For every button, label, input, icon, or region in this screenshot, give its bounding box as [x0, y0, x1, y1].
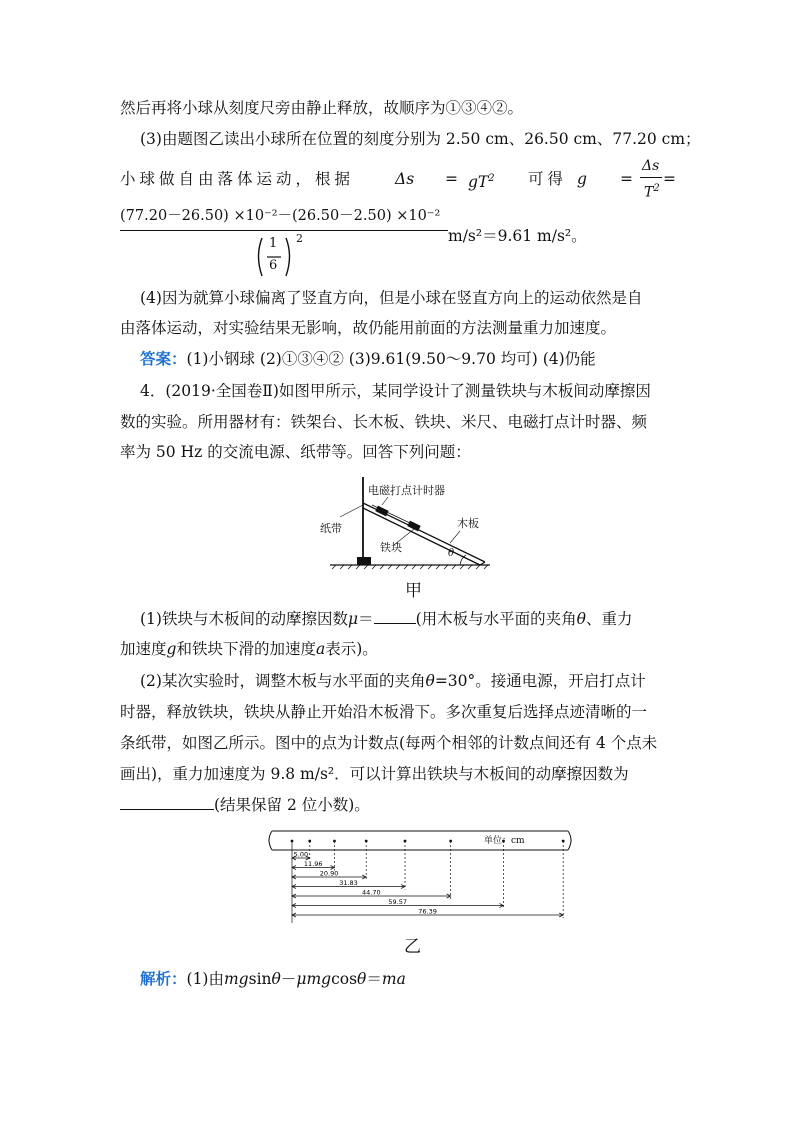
paper-tape	[372, 505, 410, 523]
text: 由落体运动，对实验结果无影响，故仍能用前面的方法测量重力加速度。	[120, 319, 617, 337]
g: g	[577, 170, 587, 188]
measurement-label: 59.57	[388, 898, 408, 906]
text: sin	[248, 970, 272, 988]
text: (用木板与水平面的夹角	[415, 610, 577, 628]
solution-label: 解析：	[140, 969, 187, 988]
paren-drawing	[254, 234, 314, 280]
figure-jia	[310, 475, 510, 570]
text-line	[120, 763, 629, 785]
text: (结果保留 2 位小数)。	[214, 796, 370, 814]
text-line	[120, 701, 647, 723]
text: 表示)。	[325, 640, 378, 658]
answer-line	[140, 348, 596, 370]
big-frac-num: (77.20－26.50) ×10⁻²－(26.50－2.50) ×10⁻²	[120, 208, 441, 224]
solution-line	[140, 968, 406, 990]
text-line	[140, 380, 651, 402]
text: θ	[576, 610, 586, 628]
text: 时器，释放铁块，铁块从静止开始沿木板滑下。多次重复后选择点迹清晰的一	[120, 703, 648, 721]
label-tape: 纸带	[320, 522, 342, 535]
text: ma	[381, 970, 406, 988]
text: 4．(2019·全国卷Ⅱ)如图甲所示，某同学设计了测量铁块与木板间动摩擦因	[140, 382, 651, 400]
figure-yi	[262, 828, 582, 923]
text-line	[120, 317, 616, 339]
text-line	[120, 97, 523, 119]
delta-s: Δs	[395, 170, 415, 188]
text: (3)由题图乙读出小球所在位置的刻度分别为 2.50 cm、26.50 cm、77.20 cm；	[140, 130, 701, 148]
text-line	[120, 441, 471, 463]
fraction-bar	[120, 230, 448, 231]
text: (2)某次实验时，调整木板与水平面的夹角	[140, 672, 426, 690]
text: 可得	[528, 170, 568, 188]
exp: 2	[653, 183, 660, 194]
text: cos	[331, 970, 358, 988]
label-angle: θ	[448, 548, 455, 559]
text: (1)由	[186, 970, 224, 988]
answer-text: (1)小钢球 (2)①③④② (3)9.61(9.50～9.70 均可) (4)仍能	[186, 350, 596, 368]
big-frac-den	[254, 234, 314, 280]
result: m/s²＝9.61 m/s²。	[448, 227, 587, 245]
text: (1)铁块与木板间的动摩擦因数	[140, 610, 348, 628]
left-paren	[259, 238, 263, 276]
equals: =	[620, 170, 633, 188]
leader-line	[450, 531, 460, 543]
measurement-label: 20.90	[319, 869, 339, 878]
text-line	[140, 128, 701, 150]
equals: =	[663, 170, 676, 188]
caption-yi: 乙	[404, 937, 421, 957]
exp: 2	[488, 173, 495, 184]
text: 数的实验。所用器材有：铁架台、长木板、铁块、米尺、电磁打点计时器、频	[120, 413, 648, 431]
text: 条纸带，如图乙所示。图中的点为计数点(每两个相邻的计数点间还有 4 个点未	[120, 734, 658, 752]
text: μ	[347, 610, 359, 628]
stand-base	[357, 557, 371, 565]
answer-blank[interactable]	[120, 809, 214, 810]
answer-label: 答案：	[140, 349, 187, 368]
text: 画出)，重力加速度为 9.8 m/s²．可以计算出铁块与木板间的动摩擦因数为	[120, 765, 629, 783]
text-line	[140, 287, 642, 309]
frac-num: Δs	[642, 158, 660, 174]
leader-line	[382, 497, 388, 505]
tape-right-edge	[568, 831, 571, 850]
text-line	[120, 794, 370, 816]
text: g	[166, 640, 177, 658]
text-line	[120, 638, 378, 660]
text-line	[140, 608, 632, 630]
text: 、重力	[585, 610, 633, 628]
leader-line	[340, 505, 363, 517]
gT	[468, 168, 495, 193]
label-block: 铁块	[380, 541, 402, 554]
label-timer: 电磁打点计时器	[368, 484, 445, 497]
exp: 2	[296, 232, 303, 245]
unit-label: 单位：cm	[484, 836, 525, 846]
text: 和铁块下滑的加速度	[176, 640, 316, 658]
measurement-label: 31.83	[339, 879, 358, 887]
text: mg	[223, 970, 249, 988]
answer-blank[interactable]	[374, 623, 416, 624]
equals: =	[445, 170, 458, 188]
tape-left-edge	[269, 831, 272, 850]
text: gT	[468, 173, 489, 192]
frac-den	[644, 178, 660, 204]
text-line	[120, 732, 657, 754]
text: 率为 50 Hz 的交流电源、纸带等。回答下列问题：	[120, 443, 471, 461]
measurement-label: 11.96	[303, 860, 323, 868]
text: 小球做自由落体运动，根据	[120, 170, 355, 188]
text: θ	[271, 970, 281, 988]
text: =30°。接通电源，开启打点计	[434, 672, 646, 690]
text: a	[315, 640, 326, 658]
measurement-label: 5.00	[293, 850, 309, 859]
frac-num: 1	[269, 236, 278, 251]
measurement-label: 44.70	[362, 888, 381, 897]
text: T	[644, 184, 654, 201]
text: θ	[357, 970, 367, 988]
text: θ	[425, 672, 435, 690]
right-paren	[286, 238, 290, 276]
caption-jia: 甲	[405, 581, 422, 601]
text: 加速度	[120, 640, 167, 658]
text-line	[140, 670, 646, 692]
text: (4)因为就算小球偏离了竖直方向，但是小球在竖直方向上的运动依然是自	[140, 289, 643, 307]
frac-den: 6	[269, 258, 278, 273]
formula-line	[120, 168, 354, 190]
label-board: 木板	[457, 517, 479, 530]
text: 然后再将小球从刻度尺旁由静止释放，故顺序为①③④②。	[120, 99, 524, 117]
text: μmg	[296, 970, 332, 988]
text: －	[280, 970, 297, 988]
text-line	[120, 411, 647, 433]
tape-diagram	[262, 828, 582, 923]
text: ＝	[366, 970, 382, 988]
text: ＝	[358, 610, 374, 628]
measurement-label: 76.39	[418, 907, 437, 916]
